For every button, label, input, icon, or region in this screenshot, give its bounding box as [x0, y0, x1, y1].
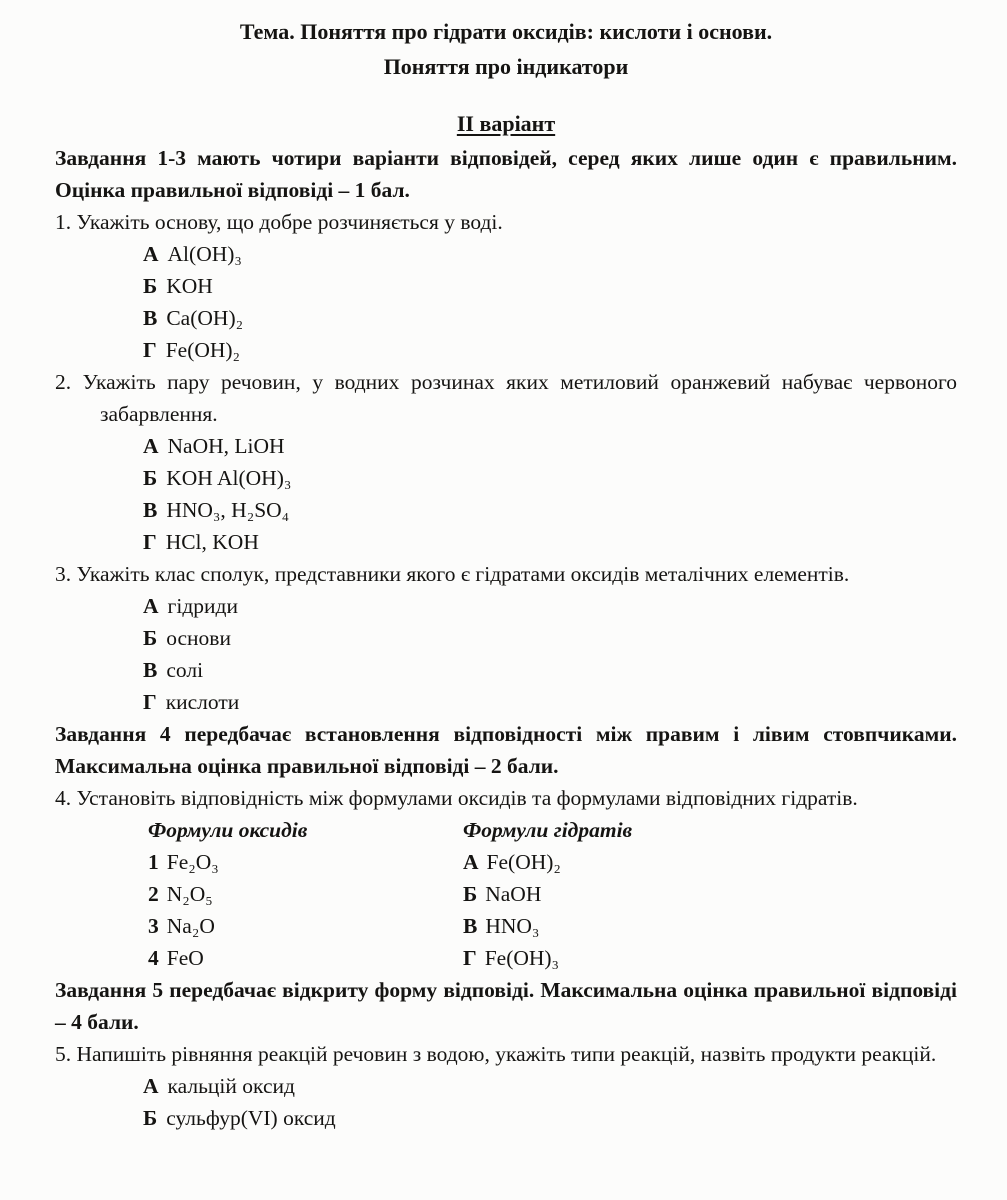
question-statement: Укажіть основу, що добре розчиняється у воді. — [76, 210, 503, 234]
match-left-key: 3 — [148, 914, 159, 938]
match-left-item — [148, 942, 463, 974]
instruction-task-5: Завдання 5 передбачає відкриту форму відповіді. Максимальна оцінка правильної відповіді – 4 бали. — [55, 978, 957, 1034]
match-row-4 — [148, 942, 957, 974]
match-row-3 — [148, 910, 957, 942]
variant-heading — [55, 108, 957, 140]
match-right-item — [463, 846, 561, 878]
match-row-2 — [148, 878, 957, 910]
match-left-key: 2 — [148, 882, 159, 906]
option-letter: В — [143, 306, 158, 330]
option-letter: Г — [143, 690, 157, 714]
question-3 — [55, 558, 957, 718]
option-text: Ca(OH)₂ — [166, 306, 244, 330]
question-number: 4. — [55, 786, 72, 810]
question-4 — [55, 782, 957, 974]
match-right-key: В — [463, 914, 478, 938]
match-right-key: Г — [463, 946, 477, 970]
option-text: NaOH, LiOH — [167, 434, 285, 458]
option-letter: Б — [143, 466, 158, 490]
option-letter: Г — [143, 530, 157, 554]
option-letter: А — [143, 434, 159, 458]
match-left-item — [148, 846, 463, 878]
question-3-option-a — [55, 590, 957, 622]
question-statement: Напишіть рівняння реакцій речовин з водою, укажіть типи реакцій, назвіть продукти реакцій. — [76, 1042, 937, 1066]
match-left-key: 4 — [148, 946, 159, 970]
question-3-text — [55, 558, 957, 590]
option-letter: А — [143, 242, 159, 266]
match-right-item — [463, 878, 541, 910]
option-text: основи — [166, 626, 231, 650]
question-1 — [55, 206, 957, 366]
option-letter: Б — [143, 1106, 158, 1130]
option-text: кислоти — [165, 690, 240, 714]
option-letter: Б — [143, 274, 158, 298]
match-right-key: Б — [463, 882, 478, 906]
question-statement: Укажіть пару речовин, у водних розчинах яких метиловий оранжевий набуває червоного забарвлення. — [82, 370, 957, 426]
option-text: Fe(OH)₂ — [165, 338, 241, 362]
question-1-option-v — [55, 302, 957, 334]
match-right-formula: Fe(OH)₃ — [484, 946, 560, 970]
match-left-formula: Fe₂O₃ — [166, 850, 219, 874]
instruction-tasks-1-3: Завдання 1-3 мають чотири варіанти відповідей, серед яких лише один є правильним. Оцінка правильної відповіді – 1 бал. — [55, 146, 957, 202]
question-2-option-a — [55, 430, 957, 462]
question-1-text — [55, 206, 957, 238]
question-2-option-g — [55, 526, 957, 558]
match-left-key: 1 — [148, 850, 159, 874]
question-number: 1. — [55, 210, 72, 234]
match-row-1 — [148, 846, 957, 878]
match-left-item — [148, 910, 463, 942]
option-letter: Г — [143, 338, 157, 362]
option-text: сульфур(VI) оксид — [166, 1106, 336, 1130]
question-2-option-b — [55, 462, 957, 494]
question-1-option-g — [55, 334, 957, 366]
question-3-option-v — [55, 654, 957, 686]
option-text: KOH Al(OH)₃ — [166, 466, 292, 490]
question-number: 3. — [55, 562, 72, 586]
option-letter: А — [143, 594, 159, 618]
question-2 — [55, 366, 957, 558]
option-text: кальцій оксид — [167, 1074, 295, 1098]
question-1-option-b — [55, 270, 957, 302]
option-letter: В — [143, 498, 158, 522]
variant-label: ІІ варіант — [456, 111, 556, 136]
option-text: солі — [166, 658, 204, 682]
match-right-item — [463, 942, 559, 974]
match-left-formula: N₂O₅ — [166, 882, 213, 906]
question-5 — [55, 1038, 957, 1134]
match-right-formula: HNO₃ — [485, 914, 540, 938]
option-text: HCl, KOH — [165, 530, 259, 554]
match-header-row — [148, 814, 957, 846]
question-3-option-g — [55, 686, 957, 718]
question-number: 5. — [55, 1042, 72, 1066]
match-right-item — [463, 910, 539, 942]
option-letter: Б — [143, 626, 158, 650]
option-letter: В — [143, 658, 158, 682]
question-5-option-a — [55, 1070, 957, 1102]
question-1-option-a — [55, 238, 957, 270]
match-right-formula: Fe(OH)₂ — [486, 850, 561, 874]
option-text: HNO₃, H₂SO₄ — [166, 498, 290, 522]
title-line-1: Тема. Поняття про гідрати оксидів: кислоти і основи. — [239, 19, 773, 44]
match-left-formula: FeO — [166, 946, 204, 970]
question-5-text — [55, 1038, 957, 1070]
question-4-match-table — [148, 814, 957, 974]
question-3-option-b — [55, 622, 957, 654]
option-text: гідриди — [167, 594, 238, 618]
match-right-formula: NaOH — [485, 882, 542, 906]
match-left-formula: Na₂O — [166, 914, 215, 938]
match-left-header: Формули оксидів — [148, 818, 308, 842]
option-letter: А — [143, 1074, 159, 1098]
instruction-task-4: Завдання 4 передбачає встановлення відповідності між правим і лівим стовпчиками. Максимальна оцінка правильної відповіді – 2 бали. — [55, 722, 957, 778]
question-2-text — [55, 366, 957, 430]
question-number: 2. — [55, 370, 72, 394]
question-statement: Укажіть клас сполук, представники якого є гідратами оксидів металічних елементів. — [76, 562, 850, 586]
question-2-option-v — [55, 494, 957, 526]
option-text: KOH — [166, 274, 213, 298]
question-4-text — [55, 782, 957, 814]
option-text: Al(OH)₃ — [167, 242, 242, 266]
question-5-option-b — [55, 1102, 957, 1134]
document-title — [55, 14, 957, 84]
title-line-2: Поняття про індикатори — [383, 54, 629, 79]
match-right-key: А — [463, 850, 479, 874]
match-right-header: Формули гідратів — [463, 818, 633, 842]
question-statement: Установіть відповідність між формулами оксидів та формулами відповідних гідратів. — [76, 786, 858, 810]
match-left-item — [148, 878, 463, 910]
